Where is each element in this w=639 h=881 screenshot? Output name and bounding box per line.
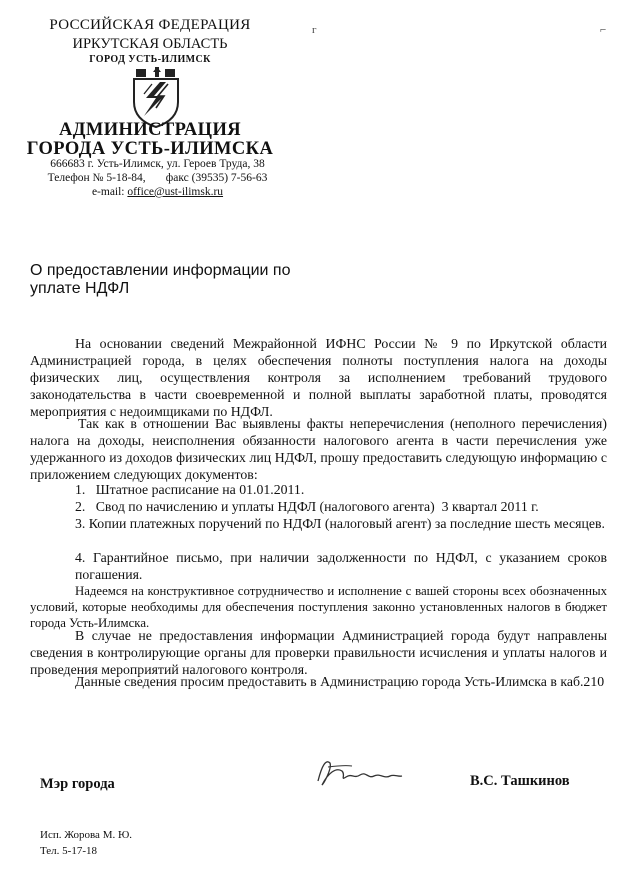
email-label: e-mail:	[91, 186, 128, 198]
paragraph-2: Так как в отношении Вас выявлены факты неперечисления (неполного перечисления) налога на доходы, неисполнения обязанности налогового агента в части перечисления уже удержанного из доходов физических лиц НДФЛ, прошу предоставить следующую информацию с приложением следующих документов:	[30, 416, 607, 482]
executor-line: Исп. Жорова М. Ю.	[40, 829, 133, 841]
signatory-name: В.С. Ташкинов	[470, 773, 570, 789]
region-header: ИРКУТСКАЯ ОБЛАСТЬ	[72, 36, 228, 52]
phone-fax-line: Телефон № 5-18-84, факс (39535) 7-56-63	[47, 172, 268, 184]
administration-title: АДМИНИСТРАЦИЯ	[58, 120, 242, 140]
administration-city-title: ГОРОДА УСТЬ-ИЛИМСКА	[26, 139, 274, 159]
email-line	[40, 185, 275, 199]
corner-mark-left: г	[312, 24, 317, 36]
paragraph-1: На основании сведений Межрайонной ИФНС России № 9 по Иркутской области Администрацией города, в целях обеспечения полноты поступления налога на доходы физических лиц, осуществления контроля за исполнением требований трудового законодательства в части своевременной и полной выплаты заработной платы, проводятся мероприятия с недоимщиками по НДФЛ.	[30, 336, 607, 419]
paragraph-3: Надеемся на конструктивное сотрудничество и исполнение с вашей стороны всех обозначенных условий, которые необходимы для обеспечения поступления законно установленных налогов в бюджет города Усть-Илимска.	[30, 584, 607, 630]
address-line: 666683 г. Усть-Илимск, ул. Героев Труда, 38	[50, 158, 265, 170]
subject-line-1: О предоставлении информации по	[30, 262, 291, 279]
list-item-1: 1. Штатное расписание на 01.01.2011.	[75, 482, 305, 497]
executor-phone: Тел. 5-17-18	[40, 845, 97, 857]
list-item-2: 2. Свод по начислению и уплаты НДФЛ (налогового агента) 3 квартал 2011 г.	[75, 499, 539, 514]
list-item-4: 4. Гарантийное письмо, при наличии задолженности по НДФЛ, с указанием сроков погашения.	[75, 550, 607, 582]
subject-line-2: уплате НДФЛ	[30, 280, 130, 297]
coat-of-arms-icon	[130, 66, 182, 128]
city-header: ГОРОД УСТЬ-ИЛИМСК	[89, 54, 211, 65]
corner-mark-right: ⌐	[600, 24, 607, 36]
paragraph-4: В случае не предоставления информации Администрацией города будут направлены сведения в контролирующие органы для проверки правильности исчисления и уплаты налогов и проведения мероприятий налогового контроля.	[30, 628, 607, 677]
handwritten-signature	[312, 755, 407, 790]
paragraph-5: Данные сведения просим предоставить в Администрацию города Усть-Илимска в каб.210	[75, 674, 605, 689]
signatory-position: Мэр города	[40, 776, 115, 792]
list-item-3: 3. Копии платежных поручений по НДФЛ (налоговый агент) за последние шесть месяцев.	[75, 516, 605, 531]
letter-subject	[30, 262, 300, 298]
country-header: РОССИЙСКАЯ ФЕДЕРАЦИЯ	[49, 17, 251, 33]
email-link[interactable]: office@ust-ilimsk.ru	[127, 186, 224, 198]
